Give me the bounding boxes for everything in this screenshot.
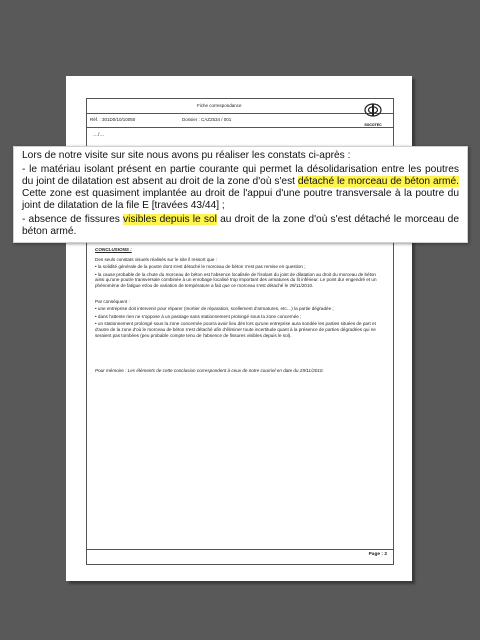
consequence-item: • dans l'attente rien ne s'oppose à un passage sans stationnement prolongé sous la zone concernée ; [95,313,302,319]
document-title: Fiche correspondance [197,103,242,108]
consequence-item: • un stationnement prolongé sous la zone concernée pourra avoir lieu dès lors qu'une entreprise aura sondée les parties situées de part et d'autre de la zone d'où le morceau de béton s'est détaché afin d'éliminer toute incertitude quant à la présence de parties dégradées qui ne seraient pas tombées (peu probable compte tenu de l'absence de fissures visibles depuis le sol). [95,321,376,338]
continuation-mark: …/… [93,132,105,138]
dossier-number: Dossier : CAZ2534 / 001 [182,117,232,122]
document-body [95,247,385,376]
header-ref-row [87,113,393,128]
logo-text: SOCOTEC [364,123,382,127]
highlight-detached-concrete: détaché le morceau de béton armé. [297,176,459,187]
page-number: Page : 2 [368,552,387,557]
reference-number: Réf. : 301D0/10/10050 [90,117,136,122]
zoomed-excerpt [13,146,468,243]
memo-note: Pour mémoire : Les éléments de cette conclusion correspondent à ceux de notre courriel en date du 29/11/2010. [95,368,324,374]
conclusion-item: • la cause probable de la chute du morceau de béton est l'absence localisée de l'isolant du joint de dilatation au droit du morceau de béton ainsi qu'une poutre transversale combinée à un enrobage localisé trop important des armatures du lit inférieur. Le point dur engendré et un phénomène de fatigue et/ou de variation de température a fait que ce morceau s'est détaché le 29/11/2010. [95,271,377,288]
consequence-heading: Par conséquent : [95,298,130,304]
header-title-row [87,99,393,114]
conclusions-heading: CONCLUSIONS : [95,247,132,252]
conclusion-item: • la solidité générale de la poutre dont s'est détaché le morceau de béton n'est pas remise en question ; [95,264,306,270]
excerpt-intro: Lors de notre visite sur site nous avons pu réaliser les constats ci-après : [22,150,351,161]
excerpt-item-cracks: - absence de fissures visibles depuis le sol au droit de la zone d'où s'est détaché le morceau de béton armé. [22,214,459,237]
excerpt-item-insulation: - le matériau isolant présent en partie courante qui permet la désolidarisation entre les poutres du joint de dilatation est absent au droit de la zone d'où s'est détaché le morceau de béton armé. Cette zone est quasiment implantée au droit de l'appui d'une poutre transversale à la poutre du joint de dilatation de la file E [travées 43/44] ; [22,164,459,211]
conclusions-intro: Des seuls constats visuels réalisés sur le site il ressort que : [95,256,218,262]
footer-divider [87,549,393,550]
company-logo [359,103,387,127]
consequence-item: • une entreprise doit intervenir pour réparer (mortier de réparation, scellement d'armatures, etc…) la partie dégradée ; [95,306,334,312]
logo-icon [364,103,382,117]
highlight-visible-from-ground: visibles depuis le sol [123,214,217,225]
